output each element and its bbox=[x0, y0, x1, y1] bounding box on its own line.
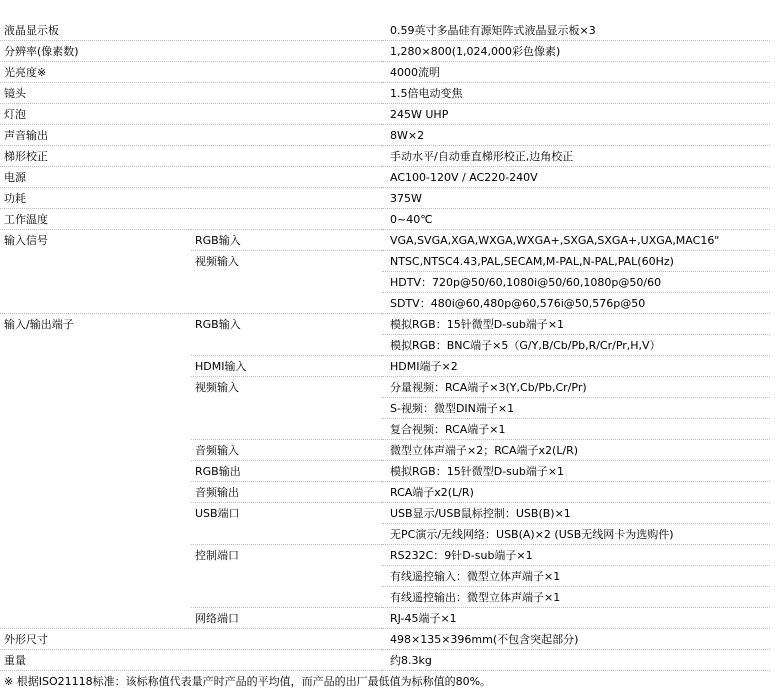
spec-table-body bbox=[0, 20, 770, 691]
spec-value: 有线遥控输入：微型立体声端子×1 bbox=[382, 566, 770, 587]
spec-value: 模拟RGB：BNC端子×5（G/Y,B/Cb/Pb,R/Cr/Pr,H,V） bbox=[382, 335, 770, 356]
spec-value: 8W×2 bbox=[382, 125, 770, 146]
spec-sublabel bbox=[191, 62, 382, 83]
spec-value: 0.59英寸多晶硅有源矩阵式液晶显示板×3 bbox=[382, 20, 770, 41]
spec-label bbox=[0, 398, 191, 419]
spec-sublabel bbox=[191, 650, 382, 671]
spec-label bbox=[0, 587, 191, 608]
spec-sublabel bbox=[191, 419, 382, 440]
spec-label bbox=[0, 440, 191, 461]
spec-row bbox=[0, 146, 770, 167]
spec-row bbox=[0, 104, 770, 125]
spec-row bbox=[0, 356, 770, 377]
spec-row bbox=[0, 20, 770, 41]
spec-row bbox=[0, 503, 770, 524]
spec-label: 电源 bbox=[0, 167, 191, 188]
spec-value: 375W bbox=[382, 188, 770, 209]
spec-row bbox=[0, 335, 770, 356]
spec-row bbox=[0, 650, 770, 671]
spec-row bbox=[0, 419, 770, 440]
spec-sublabel: USB端口 bbox=[191, 503, 382, 524]
spec-sublabel bbox=[191, 125, 382, 146]
spec-value: HDMI端子×2 bbox=[382, 356, 770, 377]
spec-sublabel bbox=[191, 41, 382, 62]
spec-sublabel: 网络端口 bbox=[191, 608, 382, 629]
spec-value: SDTV：480i@60,480p@60,576i@50,576p@50 bbox=[382, 293, 770, 314]
spec-row bbox=[0, 230, 770, 251]
spec-value: 手动水平/自动垂直梯形校正,边角校正 bbox=[382, 146, 770, 167]
spec-sublabel bbox=[191, 629, 382, 650]
spec-row bbox=[0, 608, 770, 629]
spec-row bbox=[0, 566, 770, 587]
spec-row bbox=[0, 482, 770, 503]
spec-label: 灯泡 bbox=[0, 104, 191, 125]
spec-row bbox=[0, 188, 770, 209]
spec-sublabel bbox=[191, 272, 382, 293]
spec-row bbox=[0, 83, 770, 104]
spec-value: 0~40℃ bbox=[382, 209, 770, 230]
spec-sublabel: 控制端口 bbox=[191, 545, 382, 566]
spec-table bbox=[0, 20, 770, 691]
spec-sublabel bbox=[191, 188, 382, 209]
spec-row bbox=[0, 440, 770, 461]
spec-sublabel: HDMI输入 bbox=[191, 356, 382, 377]
spec-sublabel bbox=[191, 398, 382, 419]
spec-sublabel: 视频输入 bbox=[191, 251, 382, 272]
spec-value: 1,280×800(1,024,000彩色像素) bbox=[382, 41, 770, 62]
spec-label bbox=[0, 356, 191, 377]
spec-label: 镜头 bbox=[0, 83, 191, 104]
spec-label: 梯形校正 bbox=[0, 146, 191, 167]
spec-label bbox=[0, 482, 191, 503]
spec-value: 模拟RGB：15针微型D-sub端子×1 bbox=[382, 461, 770, 482]
spec-label bbox=[0, 377, 191, 398]
spec-label: 输入/输出端子 bbox=[0, 314, 191, 335]
spec-value: 约8.3kg bbox=[382, 650, 770, 671]
spec-row bbox=[0, 272, 770, 293]
spec-sublabel: 视频输入 bbox=[191, 377, 382, 398]
spec-value: 245W UHP bbox=[382, 104, 770, 125]
spec-sublabel bbox=[191, 209, 382, 230]
spec-label bbox=[0, 251, 191, 272]
spec-sublabel bbox=[191, 587, 382, 608]
spec-row bbox=[0, 41, 770, 62]
spec-label: 声音输出 bbox=[0, 125, 191, 146]
spec-label bbox=[0, 419, 191, 440]
spec-sublabel bbox=[191, 293, 382, 314]
spec-row bbox=[0, 209, 770, 230]
spec-row bbox=[0, 314, 770, 335]
spec-row bbox=[0, 62, 770, 83]
spec-label bbox=[0, 503, 191, 524]
spec-value: RS232C：9针D-sub端子×1 bbox=[382, 545, 770, 566]
spec-sublabel: RGB输入 bbox=[191, 314, 382, 335]
spec-value: AC100-120V / AC220-240V bbox=[382, 167, 770, 188]
spec-sublabel: RGB输入 bbox=[191, 230, 382, 251]
spec-row bbox=[0, 293, 770, 314]
spec-row bbox=[0, 125, 770, 146]
spec-sublabel: 音频输出 bbox=[191, 482, 382, 503]
spec-sublabel: 音频输入 bbox=[191, 440, 382, 461]
spec-value: 分量视频：RCA端子×3(Y,Cb/Pb,Cr/Pr) bbox=[382, 377, 770, 398]
spec-label: 分辨率(像素数) bbox=[0, 41, 191, 62]
spec-row bbox=[0, 629, 770, 650]
spec-label: 光亮度※ bbox=[0, 62, 191, 83]
spec-sublabel bbox=[191, 20, 382, 41]
spec-row bbox=[0, 461, 770, 482]
spec-value: USB显示/USB鼠标控制：USB(B)×1 bbox=[382, 503, 770, 524]
spec-sublabel bbox=[191, 104, 382, 125]
spec-value: HDTV：720p@50/60,1080i@50/60,1080p@50/60 bbox=[382, 272, 770, 293]
spec-label bbox=[0, 293, 191, 314]
spec-sublabel bbox=[191, 524, 382, 545]
spec-row bbox=[0, 377, 770, 398]
spec-value: VGA,SVGA,XGA,WXGA,WXGA+,SXGA,SXGA+,UXGA,MAC16" bbox=[382, 230, 770, 251]
spec-row bbox=[0, 587, 770, 608]
spec-label bbox=[0, 545, 191, 566]
spec-sublabel bbox=[191, 83, 382, 104]
spec-label bbox=[0, 524, 191, 545]
spec-row bbox=[0, 524, 770, 545]
spec-label bbox=[0, 566, 191, 587]
spec-value: 复合视频：RCA端子×1 bbox=[382, 419, 770, 440]
spec-label bbox=[0, 608, 191, 629]
spec-label: 工作温度 bbox=[0, 209, 191, 230]
spec-sublabel bbox=[191, 146, 382, 167]
spec-label: 输入信号 bbox=[0, 230, 191, 251]
spec-sublabel: RGB输出 bbox=[191, 461, 382, 482]
footnote: ※ 根据ISO21118标准：该标称值代表量产时产品的平均值，而产品的出厂最低值为标称值的80%。 bbox=[0, 671, 770, 691]
spec-sublabel bbox=[191, 566, 382, 587]
spec-label: 重量 bbox=[0, 650, 191, 671]
spec-value: RJ-45端子×1 bbox=[382, 608, 770, 629]
spec-value: 模拟RGB：15针微型D-sub端子×1 bbox=[382, 314, 770, 335]
spec-value: 有线遥控输出：微型立体声端子×1 bbox=[382, 587, 770, 608]
spec-label bbox=[0, 272, 191, 293]
spec-label bbox=[0, 335, 191, 356]
spec-value: 微型立体声端子×2；RCA端子x2(L/R) bbox=[382, 440, 770, 461]
spec-row bbox=[0, 251, 770, 272]
spec-value: RCA端子x2(L/R) bbox=[382, 482, 770, 503]
spec-row bbox=[0, 167, 770, 188]
spec-row bbox=[0, 545, 770, 566]
footnote-row bbox=[0, 671, 770, 691]
spec-sublabel bbox=[191, 167, 382, 188]
spec-value: 无PC演示/无线网络：USB(A)×2 (USB无线网卡为选购件) bbox=[382, 524, 770, 545]
spec-label bbox=[0, 461, 191, 482]
spec-value: NTSC,NTSC4.43,PAL,SECAM,M-PAL,N-PAL,PAL(60Hz) bbox=[382, 251, 770, 272]
spec-label: 外形尺寸 bbox=[0, 629, 191, 650]
spec-value: 4000流明 bbox=[382, 62, 770, 83]
spec-value: 498×135×396mm(不包含突起部分) bbox=[382, 629, 770, 650]
spec-value: 1.5倍电动变焦 bbox=[382, 83, 770, 104]
spec-value: S-视频：微型DIN端子×1 bbox=[382, 398, 770, 419]
spec-row bbox=[0, 398, 770, 419]
spec-label: 功耗 bbox=[0, 188, 191, 209]
spec-label: 液晶显示板 bbox=[0, 20, 191, 41]
spec-sublabel bbox=[191, 335, 382, 356]
